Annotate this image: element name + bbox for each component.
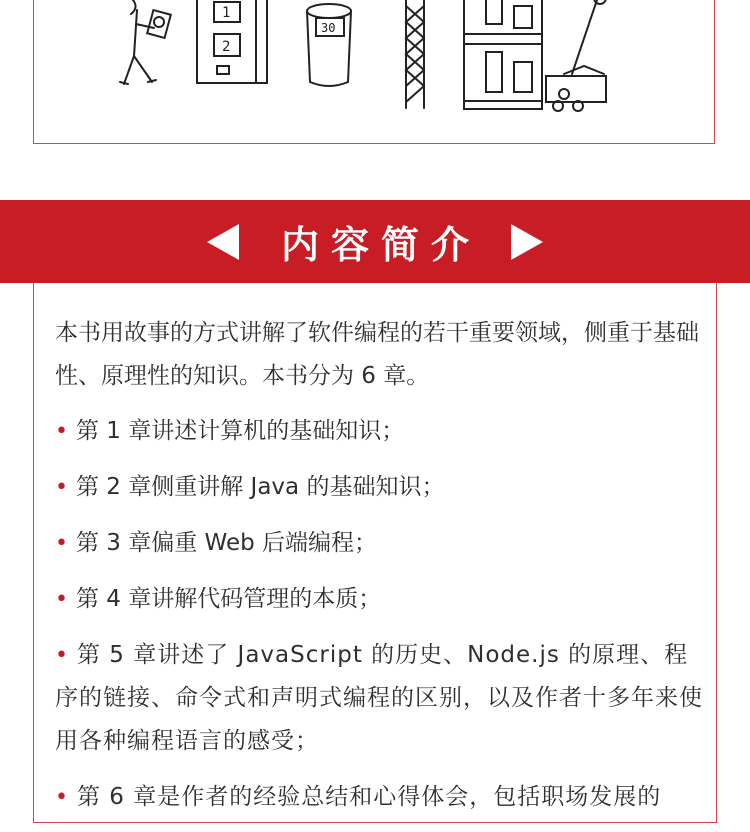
locker-label-2: 2: [222, 39, 231, 55]
triangle-left-icon: [207, 224, 239, 260]
bin-label: 30: [321, 21, 336, 35]
bullet-icon: •: [55, 531, 68, 556]
chapter-text: 第 3 章偏重 Web 后端编程；: [75, 530, 378, 556]
content-body: [55, 312, 705, 832]
bullet-icon: •: [55, 475, 68, 500]
bullet-icon: •: [55, 587, 68, 612]
crane-tower: [406, 0, 424, 108]
chapter-text: 第 2 章侧重讲解 Java 的基础知识；: [75, 474, 445, 500]
description-paragraph: 本书用故事的方式讲解了软件编程的若干重要领域，侧重于基础性、原理性的知识。本书分为 6 章。: [55, 320, 699, 389]
illustration-sketch: [34, 0, 716, 136]
chapter-item-4: [55, 578, 705, 621]
chapter-item-3: [55, 522, 705, 565]
chapter-item-5: [55, 634, 705, 763]
locker-machine: [197, 0, 267, 83]
stick-figure: [120, 0, 171, 84]
chapter-item-1: [55, 410, 705, 453]
bullet-icon: •: [55, 643, 69, 668]
locker-label-1: 1: [222, 5, 231, 21]
chapter-text: 第 5 章讲述了 JavaScript 的历史、Node.js 的原理、程序的链接、命令式和声明式编程的区别，以及作者十多年来使用各种编程语言的感受；: [55, 642, 703, 754]
bullet-icon: •: [55, 785, 69, 810]
chapter-text: 第 4 章讲解代码管理的本质；: [75, 586, 382, 612]
chapter-item-6: [55, 776, 705, 819]
chapter-text: 第 1 章讲述计算机的基础知识；: [75, 418, 405, 444]
triangle-right-icon: [511, 224, 543, 260]
chapter-text: 第 6 章是作者的经验总结和心得体会，包括职场发展的: [76, 784, 662, 810]
chapter-item-2: [55, 466, 705, 509]
shelf-unit: [464, 0, 542, 109]
illustration-frame: [33, 0, 715, 144]
bin: [307, 4, 351, 86]
bullet-icon: •: [55, 419, 68, 444]
section-title: 内容简介: [280, 223, 481, 267]
section-banner: [0, 200, 750, 283]
robot-cart: [546, 0, 606, 111]
